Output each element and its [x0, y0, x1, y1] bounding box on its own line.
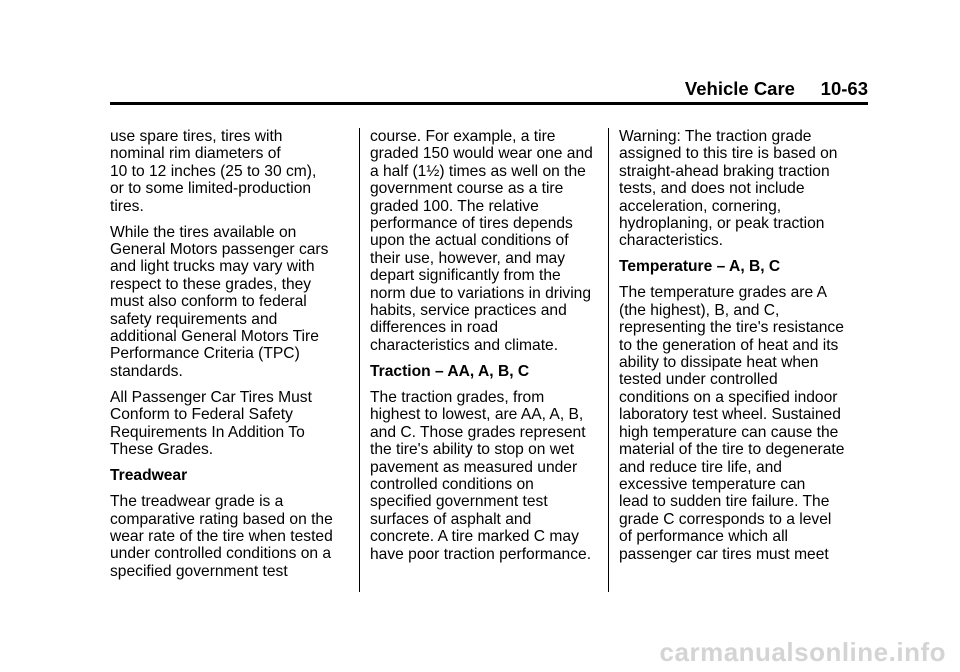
text-line: high temperature can cause the — [619, 423, 839, 441]
paragraph — [370, 389, 606, 563]
text-line: grade C corresponds to a level — [619, 510, 832, 528]
text-line: The traction grades, from — [370, 388, 545, 406]
text-line: While the tires available on — [110, 223, 297, 241]
text-line: Performance Criteria (TPC) — [110, 345, 300, 363]
column-divider-2 — [608, 128, 609, 592]
text-line: depart significantly from the — [370, 267, 561, 285]
text-line: All Passenger Car Tires Must — [110, 388, 312, 406]
text-line: Temperature – A, B, C — [619, 258, 781, 276]
paragraph — [110, 128, 346, 215]
paragraph — [110, 224, 346, 381]
text-line: differences in road — [370, 319, 499, 337]
text-line: material of the tire to degenerate — [619, 441, 845, 459]
text-line: and C. Those grades represent — [370, 423, 586, 441]
text-line: Traction – AA, A, B, C — [370, 362, 530, 380]
text-line: of performance which all — [619, 528, 789, 546]
text-line: safety requirements and — [110, 310, 278, 328]
section-title: Vehicle Care — [684, 78, 795, 99]
page-header — [110, 78, 868, 100]
text-line: The temperature grades are A — [619, 284, 828, 302]
text-line: conditions on a specified indoor — [619, 388, 838, 406]
text-line: under controlled conditions on a — [110, 545, 332, 563]
text-line: standards. — [110, 362, 183, 380]
header-rule — [110, 102, 868, 105]
text-line: performance of tires depends — [370, 215, 573, 233]
paragraph — [110, 493, 346, 580]
text-line: a half (1½) times as well on the — [370, 162, 586, 180]
text-line: norm due to variations in driving — [370, 284, 592, 302]
paragraph — [110, 389, 346, 459]
text-line: hydroplaning, or peak traction — [619, 215, 825, 233]
text-line: wear rate of the tire when tested — [110, 527, 333, 545]
text-line: upon the actual conditions of — [370, 232, 569, 250]
text-line: representing the tire's resistance — [619, 319, 844, 337]
text-line: (the highest), B, and C, — [619, 301, 780, 319]
section-heading — [619, 258, 855, 275]
column-divider-1 — [359, 128, 360, 592]
section-heading — [110, 467, 346, 484]
text-line: laboratory test wheel. Sustained — [619, 406, 841, 424]
text-line: controlled conditions on — [370, 475, 534, 493]
text-line: specified government test — [110, 562, 288, 580]
text-line: General Motors passenger cars — [110, 241, 329, 259]
text-line: have poor traction performance. — [370, 545, 592, 563]
text-line: comparative rating based on the — [110, 510, 333, 528]
paragraph — [619, 128, 855, 250]
text-line: tested under controlled — [619, 371, 778, 389]
text-line: characteristics. — [619, 232, 723, 250]
text-column-1 — [110, 128, 346, 589]
paragraph — [370, 128, 606, 354]
text-line: characteristics and climate. — [370, 336, 559, 354]
text-line: or to some limited-production — [110, 180, 312, 198]
text-line: surfaces of asphalt and — [370, 510, 532, 528]
text-line: nominal rim diameters of — [110, 145, 281, 163]
text-line: habits, service practices and — [370, 302, 567, 320]
text-line: additional General Motors Tire — [110, 328, 319, 346]
text-line: graded 100. The relative — [370, 197, 539, 215]
text-line: assigned to this tire is based on — [619, 145, 838, 163]
text-line: specified government test — [370, 493, 548, 511]
text-line: excessive temperature can — [619, 475, 806, 493]
text-line: respect to these grades, they — [110, 275, 312, 293]
text-line: These Grades. — [110, 441, 214, 459]
text-line: passenger car tires must meet — [619, 545, 829, 563]
text-line: tests, and does not include — [619, 180, 805, 198]
text-column-2 — [370, 128, 606, 572]
text-line: acceleration, cornering, — [619, 197, 782, 215]
text-line: tires. — [110, 197, 144, 215]
text-line: The treadwear grade is a — [110, 493, 284, 511]
page-number: 10-63 — [820, 78, 868, 99]
text-line: concrete. A tire marked C may — [370, 528, 579, 546]
text-line: must also conform to federal — [110, 293, 307, 311]
text-line: pavement as measured under — [370, 458, 578, 476]
text-line: the tire's ability to stop on wet — [370, 441, 575, 459]
text-line: graded 150 would wear one and — [370, 145, 593, 163]
section-heading — [370, 363, 606, 380]
text-line: their use, however, and may — [370, 249, 566, 267]
text-column-3 — [619, 128, 855, 572]
text-line: to the generation of heat and its — [619, 336, 839, 354]
paragraph — [619, 284, 855, 563]
text-line: and light trucks may vary with — [110, 258, 315, 276]
text-line: government course as a tire — [370, 180, 564, 198]
text-line: course. For example, a tire — [370, 128, 556, 145]
text-line: highest to lowest, are AA, A, B, — [370, 406, 584, 424]
text-line: ability to dissipate heat when — [619, 354, 819, 372]
text-line: Requirements In Addition To — [110, 423, 305, 441]
text-line: use spare tires, tires with — [110, 128, 283, 145]
text-line: Treadwear — [110, 467, 188, 485]
text-line: Conform to Federal Safety — [110, 406, 293, 424]
watermark: carmanualsonline.info — [659, 637, 946, 667]
text-line: straight-ahead braking traction — [619, 162, 830, 180]
text-line: and reduce tire life, and — [619, 458, 782, 476]
text-line: 10 to 12 inches (25 to 30 cm), — [110, 162, 317, 180]
text-line: lead to sudden tire failure. The — [619, 493, 830, 511]
text-line: Warning: The traction grade — [619, 128, 812, 145]
